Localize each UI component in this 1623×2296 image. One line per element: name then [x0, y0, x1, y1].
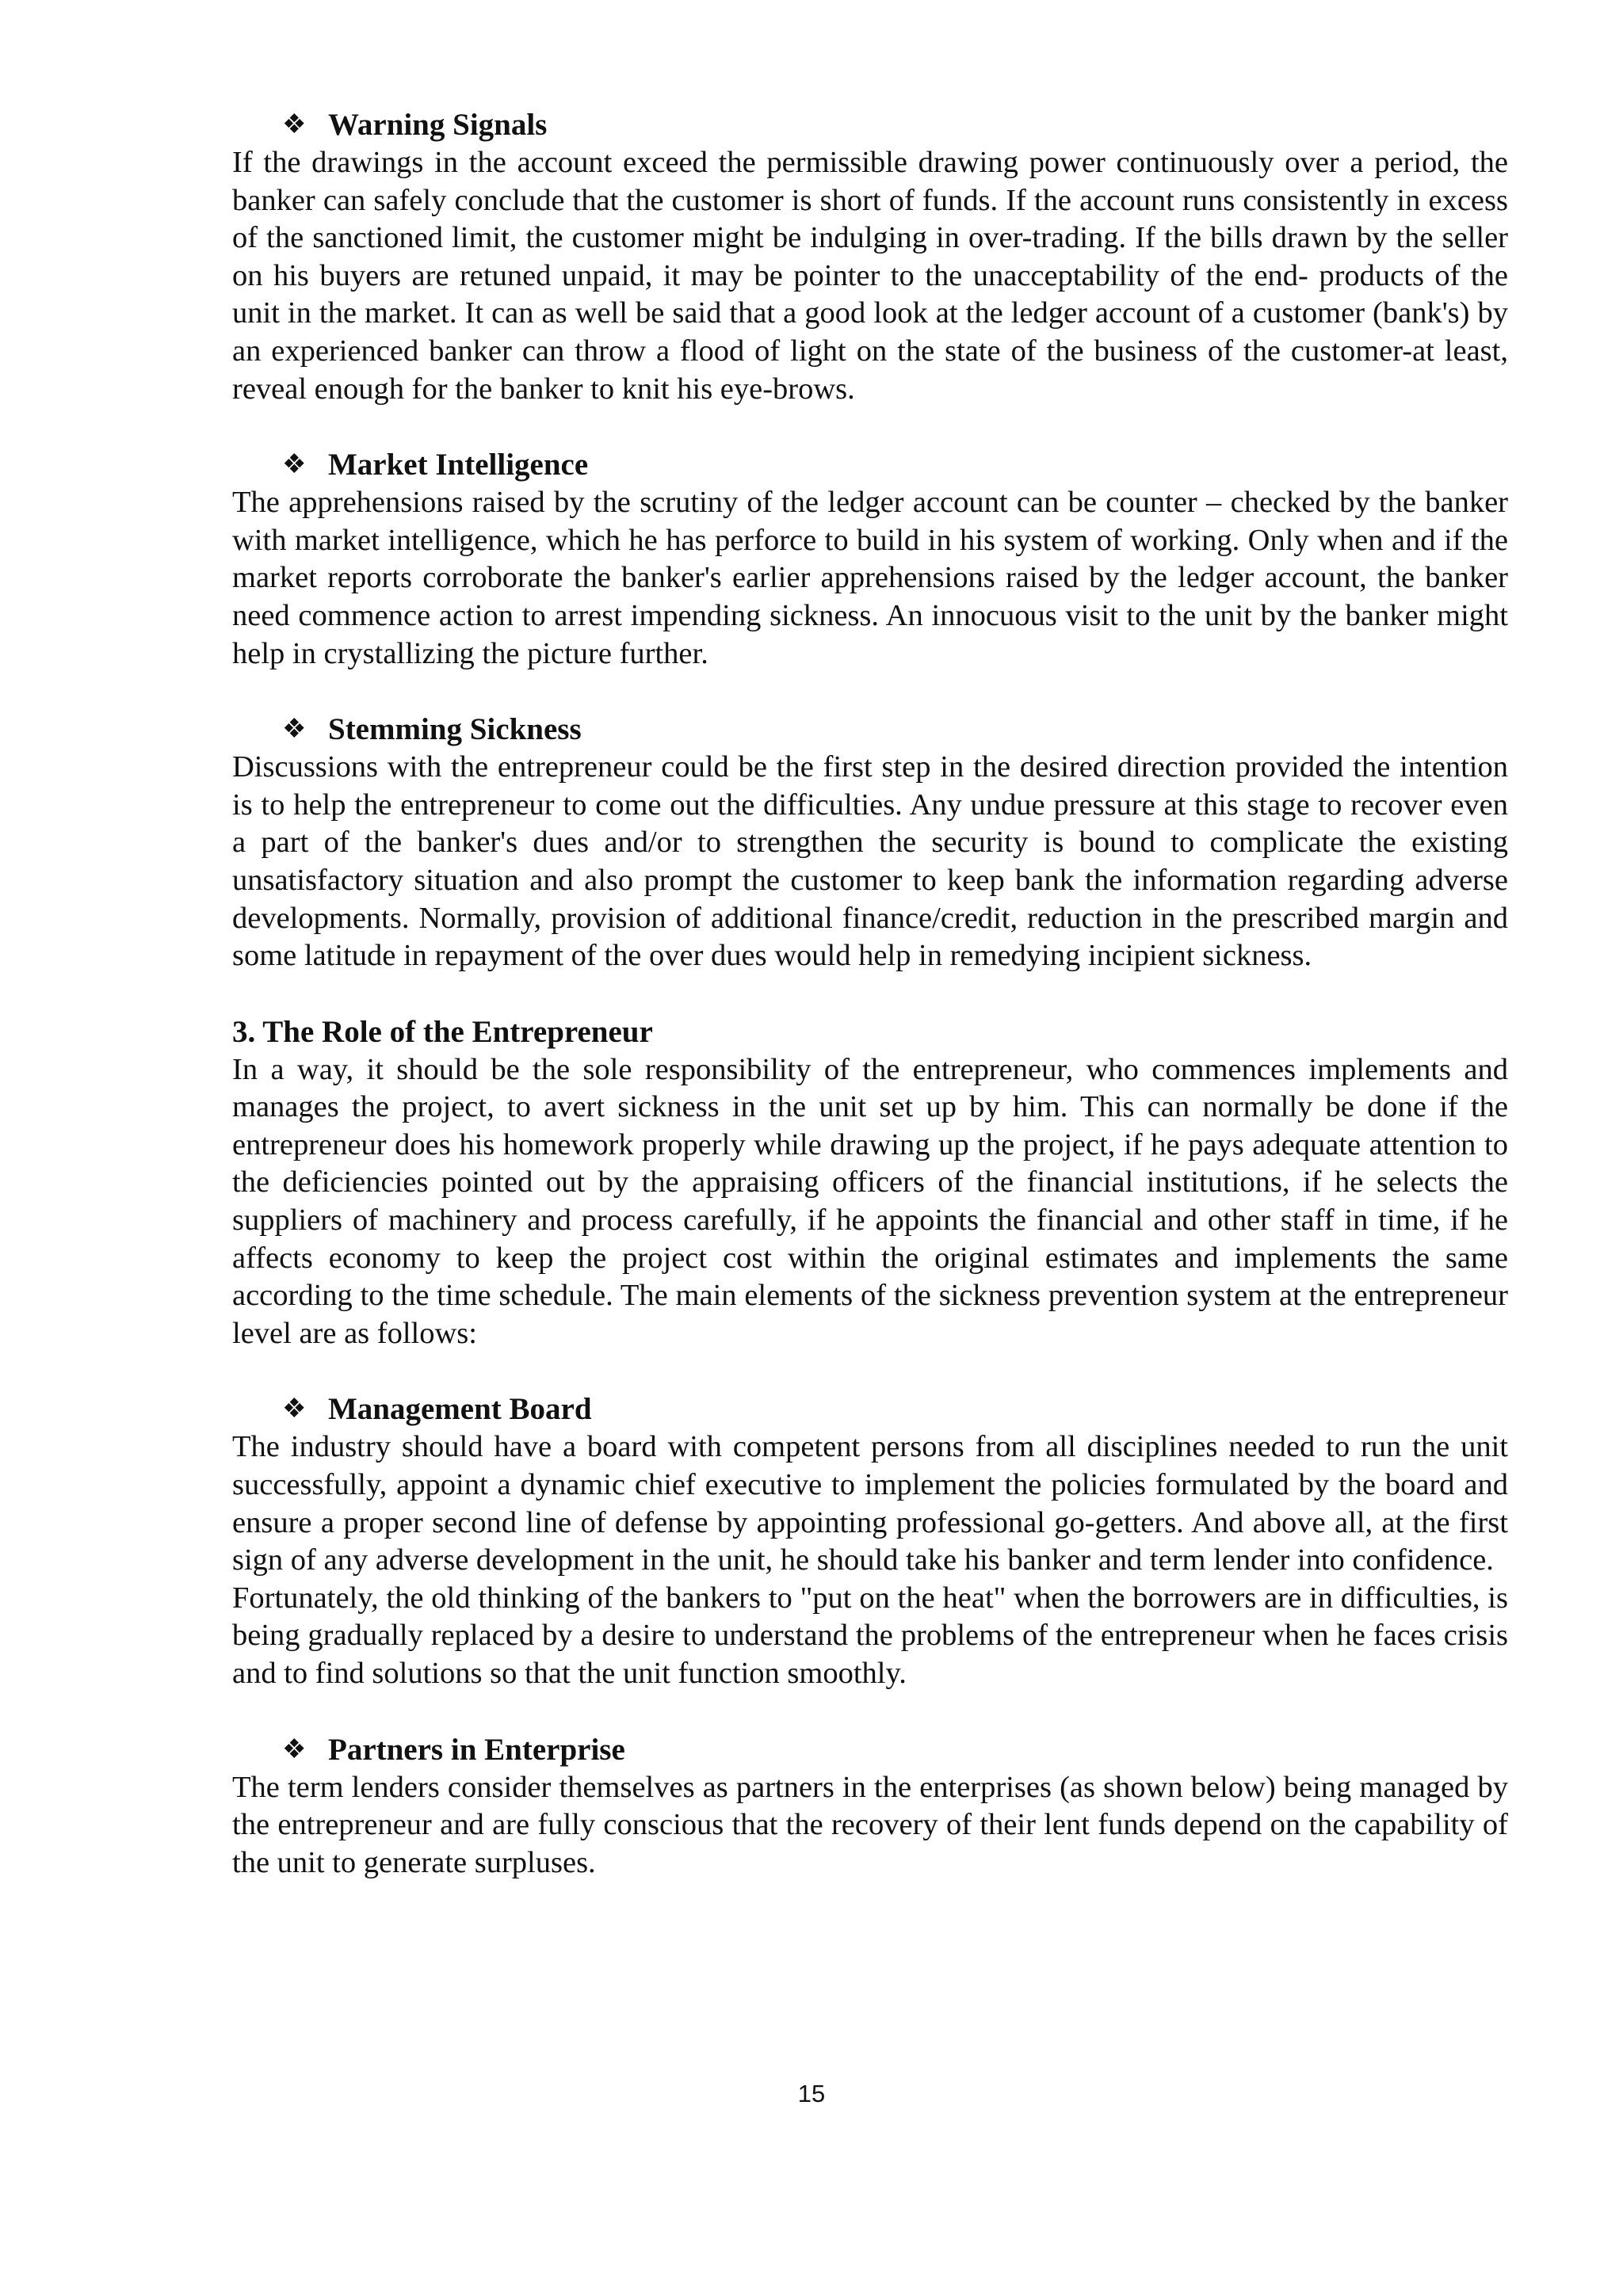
- heading-role-of-entrepreneur: 3. The Role of the Entrepreneur: [232, 1014, 653, 1049]
- paragraph-stemming-sickness: Discussions with the entrepreneur could be the first step in the desired direction provided the intention is to help the entrepreneur to come out the difficulties. Any undue pressure at this stage to recover even a part of the banker's dues and/or to strengthen the security is bound to complicate the existing unsatisfactory situation and also prompt the customer to keep bank the information regarding adverse developments. Normally, provision of additional finance/credit, reduction in the prescribed margin and some latitude in repayment of the over dues would help in remedying incipient sickness.: [232, 750, 1508, 973]
- diamond-bullet-icon: ❖: [282, 715, 307, 745]
- heading-market-intelligence: [232, 446, 1508, 484]
- paragraph-warning-signals: If the drawings in the account exceed the permissible drawing power continuously over a period, the banker can safely conclude that the customer is short of funds. If the account runs consistently in excess of the sanctioned limit, the customer might be indulging in over-trading. If the bills drawn by the seller on his buyers are retuned unpaid, it may be pointer to the unacceptability of the end- products of the unit in the market. It can as well be said that a good look at the ledger account of a customer (bank's) by an experienced banker can throw a flood of light on the state of the business of the customer-at least, reveal enough for the banker to knit his eye-brows.: [232, 146, 1508, 406]
- heading-text: Stemming Sickness: [328, 712, 582, 747]
- paragraph-management-board-2: Fortunately, the old thinking of the bankers to "put on the heat" when the borrowers are in difficulties, is being gradually replaced by a desire to understand the problems of the entrepreneur when he faces crisis and to find solutions so that the unit function smoothly.: [232, 1581, 1508, 1690]
- heading-warning-signals: [232, 106, 1508, 144]
- heading-stemming-sickness: [232, 711, 1508, 749]
- document-page: [232, 106, 1508, 1882]
- heading-partners-in-enterprise: [232, 1731, 1508, 1769]
- paragraph-management-board-1: The industry should have a board with competent persons from all disciplines needed to run the unit successfully, appoint a dynamic chief executive to implement the policies formulated by the board and ensure a proper second line of defense by appointing professional go-getters. And above all, at the first sign of any adverse development in the unit, he should take his banker and term lender into confidence.: [232, 1430, 1508, 1577]
- paragraph-market-intelligence: The apprehensions raised by the scrutiny of the ledger account can be counter – checked by the banker with market intelligence, which he has perforce to build in his system of working. Only when and if the market reports corroborate the banker's earlier apprehensions raised by the ledger account, the banker need commence action to arrest impending sickness. An innocuous visit to the unit by the banker might help in crystallizing the picture further.: [232, 486, 1508, 670]
- heading-text: Partners in Enterprise: [328, 1732, 625, 1767]
- heading-management-board: [232, 1390, 1508, 1428]
- diamond-bullet-icon: ❖: [282, 1394, 307, 1425]
- paragraph-role-of-entrepreneur: In a way, it should be the sole responsibility of the entrepreneur, who commences implements and manages the project, to avert sickness in the unit set up by him. This can normally be done if the entrepreneur does his homework properly while drawing up the project, if he pays adequate attention to the deficiencies pointed out by the appraising officers of the financial institutions, if he selects the suppliers of machinery and process carefully, if he appoints the financial and other staff in time, if he affects economy to keep the project cost within the original estimates and implements the same according to the time schedule. The main elements of the sickness prevention system at the entrepreneur level are as follows:: [232, 1052, 1508, 1350]
- diamond-bullet-icon: ❖: [282, 1734, 307, 1764]
- page-number: 15: [797, 2080, 826, 2107]
- heading-text: Warning Signals: [328, 108, 548, 142]
- paragraph-partners-in-enterprise: The term lenders consider themselves as partners in the enterprises (as shown below) being managed by the entrepreneur and are fully conscious that the recovery of their lent funds depend on the capability of the unit to generate surpluses.: [232, 1770, 1508, 1879]
- heading-text: Market Intelligence: [328, 448, 589, 482]
- diamond-bullet-icon: ❖: [282, 450, 307, 480]
- diamond-bullet-icon: ❖: [282, 110, 307, 139]
- heading-text: Management Board: [328, 1392, 592, 1427]
